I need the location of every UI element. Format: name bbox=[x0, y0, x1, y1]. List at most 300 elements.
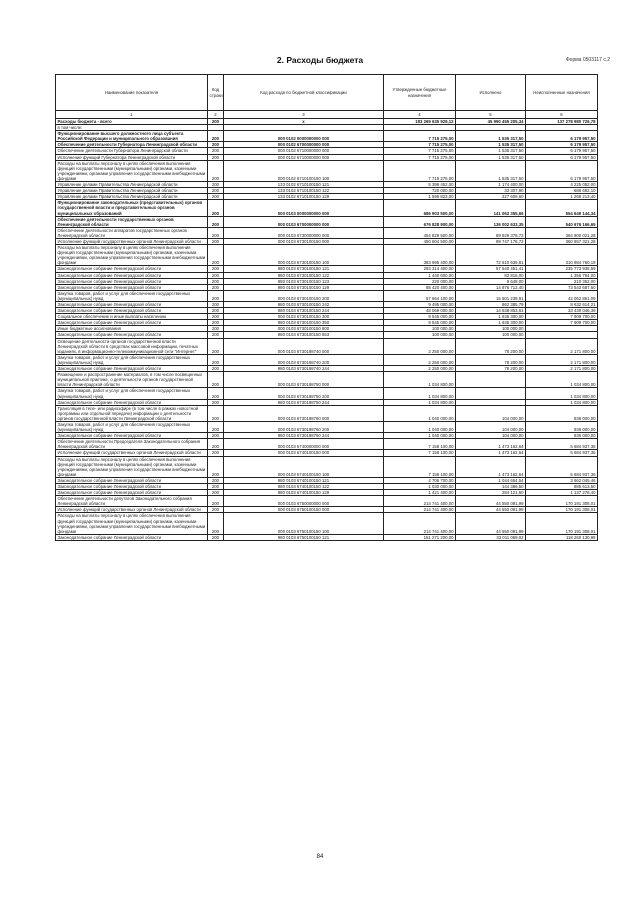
row-approved-cell: 7 715 275,00 bbox=[384, 154, 456, 160]
table-header-row bbox=[56, 75, 598, 111]
column-number: 4 bbox=[384, 111, 456, 119]
row-executed-cell: 33 307,90 bbox=[456, 188, 526, 194]
table-row bbox=[56, 238, 598, 244]
row-name-cell: Законодательное собрание Ленинградской области bbox=[56, 366, 208, 372]
row-name-cell: Законодательное собрание Ленинградской области bbox=[56, 266, 208, 272]
row-not-executed-cell: 2 171 800,00 bbox=[526, 338, 598, 354]
row-line-code-cell: 200 bbox=[208, 534, 224, 540]
row-approved-cell: 7 715 275,00 bbox=[384, 160, 456, 181]
row-name-cell: Функционирование законодательных (представительных) органов государственной власти и представительных органов муниципальных образований bbox=[56, 200, 208, 216]
row-line-code-cell: 200 bbox=[208, 490, 224, 496]
row-executed-cell: 100 000,00 bbox=[456, 326, 526, 332]
row-not-executed-cell: 360 857 321,28 bbox=[526, 238, 598, 244]
row-line-code-cell: 200 bbox=[208, 160, 224, 181]
column-header-line-code: Код строки bbox=[208, 75, 224, 111]
row-name-cell: Управление делами Правительства Ленинградской области bbox=[56, 188, 208, 194]
table-row bbox=[56, 308, 598, 314]
column-header-class-code: Код расхода по бюджетной классификации bbox=[224, 75, 384, 111]
table-row bbox=[56, 490, 598, 496]
row-class-code-cell: 000 0103 6700000000 000 bbox=[224, 216, 384, 227]
row-line-code-cell: 200 bbox=[208, 188, 224, 194]
row-class-code-cell: 000 0103 6730198750 000 bbox=[224, 372, 384, 388]
column-header-not-executed: Неисполненные назначения bbox=[526, 75, 598, 111]
row-executed-cell: 57 540 451,41 bbox=[456, 266, 526, 272]
row-executed-cell: 104 000,00 bbox=[456, 421, 526, 432]
row-name-cell: Законодательное собрание Ленинградской области bbox=[56, 284, 208, 290]
row-class-code-cell: 980 0103 6730100150 123 bbox=[224, 278, 384, 284]
row-executed-cell: 15 501 238,91 bbox=[456, 290, 526, 301]
row-line-code-cell: 200 bbox=[208, 266, 224, 272]
row-line-code-cell: 200 bbox=[208, 308, 224, 314]
row-line-code-cell: 200 bbox=[208, 148, 224, 154]
row-class-code-cell: 000 0103 6730100150 800 bbox=[224, 326, 384, 332]
row-approved-cell: 88 420 400,00 bbox=[384, 284, 456, 290]
row-executed-cell: 1 535 317,50 bbox=[456, 154, 526, 160]
row-class-code-cell: 000 0103 6740000000 000 bbox=[224, 439, 384, 450]
row-executed-cell bbox=[456, 372, 526, 388]
row-line-code-cell: 200 bbox=[208, 450, 224, 456]
row-approved-cell: 183 269 635 929,12 bbox=[384, 119, 456, 125]
row-not-executed-cell: 6 179 957,50 bbox=[526, 131, 598, 142]
row-line-code-cell: 200 bbox=[208, 399, 224, 405]
table-row bbox=[56, 421, 598, 432]
table-row bbox=[56, 182, 598, 188]
row-line-code-cell: 200 bbox=[208, 131, 224, 142]
row-approved-cell: 9 495 000,00 bbox=[384, 302, 456, 308]
row-name-cell: Закупка товаров, работ и услуг для обеспечения государственных (муниципальных) нужд bbox=[56, 421, 208, 432]
row-class-code-cell: 000 0103 6740100150 100 bbox=[224, 456, 384, 477]
row-approved-cell: 7 158 100,00 bbox=[384, 456, 456, 477]
row-approved-cell: 2 250 000,00 bbox=[384, 366, 456, 372]
row-executed-cell: 78 200,00 bbox=[456, 366, 526, 372]
table-row bbox=[56, 160, 598, 181]
row-approved-cell: 7 715 275,00 bbox=[384, 148, 456, 154]
table-row bbox=[56, 354, 598, 365]
row-class-code-cell: 133 0102 6710100150 121 bbox=[224, 182, 384, 188]
row-class-code-cell: 980 0103 6730198750 244 bbox=[224, 399, 384, 405]
row-not-executed-cell: 42 062 861,09 bbox=[526, 290, 598, 301]
row-name-cell: Размещение и распространение материалов, в том числе посвященных муниципальной практике, о деятельности органов государственной власти Ленинградской области bbox=[56, 372, 208, 388]
row-class-code-cell: x bbox=[224, 119, 384, 125]
row-name-cell: Законодательное собрание Ленинградской области bbox=[56, 302, 208, 308]
row-executed-cell: 1 635 300,00 bbox=[456, 314, 526, 320]
row-executed-cell: 44 550 091,99 bbox=[456, 513, 526, 534]
row-approved-cell: 293 314 400,00 bbox=[384, 266, 456, 272]
row-executed-cell: 862 385,79 bbox=[456, 302, 526, 308]
row-approved-cell: 1 040 000,00 bbox=[384, 421, 456, 432]
row-approved-cell: 454 829 500,00 bbox=[384, 227, 456, 238]
row-name-cell: Обеспечение деятельности депутатов Законодательного собрания Ленинградской области bbox=[56, 496, 208, 507]
row-class-code-cell: 980 0103 6730100150 242 bbox=[224, 302, 384, 308]
row-line-code-cell: 200 bbox=[208, 332, 224, 338]
row-line-code-cell: 200 bbox=[208, 227, 224, 238]
row-approved-cell: 9 545 000,00 bbox=[384, 320, 456, 326]
row-not-executed-cell: 5 684 937,36 bbox=[526, 450, 598, 456]
row-line-code-cell: 200 bbox=[208, 278, 224, 284]
row-name-cell: Закупка товаров, работ и услуг для обеспечения государственных (муниципальных) нужд bbox=[56, 354, 208, 365]
row-line-code-cell: 200 bbox=[208, 272, 224, 278]
table-row bbox=[56, 148, 598, 154]
row-executed-cell bbox=[456, 388, 526, 399]
table-row bbox=[56, 366, 598, 372]
row-class-code-cell: 000 0103 6730198760 200 bbox=[224, 421, 384, 432]
table-row bbox=[56, 456, 598, 477]
row-executed-cell: 72 510 639,81 bbox=[456, 245, 526, 266]
column-header-approved: Утвержденные бюджетные назначения bbox=[384, 75, 456, 111]
row-not-executed-cell: 118 260 130,98 bbox=[526, 534, 598, 540]
row-executed-cell: 14 876 712,40 bbox=[456, 284, 526, 290]
row-line-code-cell: 200 bbox=[208, 142, 224, 148]
row-executed-cell: 44 550 091,99 bbox=[456, 507, 526, 513]
column-header-name: Наименование показателя bbox=[56, 75, 208, 111]
table-row bbox=[56, 513, 598, 534]
row-not-executed-cell: 1 034 800,00 bbox=[526, 399, 598, 405]
row-class-code-cell: 980 0103 6730198740 244 bbox=[224, 366, 384, 372]
table-row bbox=[56, 278, 598, 284]
row-class-code-cell: 000 0102 6700000000 000 bbox=[224, 142, 384, 148]
row-line-code-cell: 200 bbox=[208, 366, 224, 372]
row-approved-cell: 686 903 500,00 bbox=[384, 200, 456, 216]
row-executed-cell: 14 638 853,61 bbox=[456, 308, 526, 314]
column-number: 5 bbox=[456, 111, 526, 119]
row-name-cell: Исполнение функций государственных органов Ленинградской области bbox=[56, 507, 208, 513]
row-executed-cell: 1 535 317,50 bbox=[456, 131, 526, 142]
row-class-code-cell: 980 0103 6730100150 122 bbox=[224, 272, 384, 278]
row-approved-cell: 1 421 400,00 bbox=[384, 490, 456, 496]
row-not-executed-cell: 686 692,10 bbox=[526, 188, 598, 194]
row-executed-cell: 327 609,60 bbox=[456, 194, 526, 200]
row-executed-cell: 9 648,00 bbox=[456, 278, 526, 284]
row-executed-cell: 83 816,00 bbox=[456, 272, 526, 278]
row-name-cell: в том числе: bbox=[56, 125, 208, 131]
row-not-executed-cell: 170 191 308,01 bbox=[526, 496, 598, 507]
row-name-cell: Обеспечение деятельности Губернатора Ленинградской области bbox=[56, 148, 208, 154]
row-class-code-cell: 000 0103 6740100150 000 bbox=[224, 450, 384, 456]
row-class-code-cell: 133 0102 6710100150 129 bbox=[224, 194, 384, 200]
row-approved-cell: 214 741 400,00 bbox=[384, 507, 456, 513]
row-name-cell: Расходы на выплаты персоналу в целях обеспечения выполнения функций государственными (муниципальными) органами, казенными учреждениями, органами управления государственными внебюджетными фондами bbox=[56, 245, 208, 266]
row-executed-cell: 44 550 091,99 bbox=[456, 496, 526, 507]
row-executed-cell: 284 121,60 bbox=[456, 490, 526, 496]
table-row bbox=[56, 433, 598, 439]
row-line-code-cell: 200 bbox=[208, 119, 224, 125]
row-executed-cell: 89 747 178,72 bbox=[456, 238, 526, 244]
row-approved-cell: 100 000,00 bbox=[384, 326, 456, 332]
row-name-cell: Законодательное собрание Ленинградской области bbox=[56, 272, 208, 278]
row-line-code-cell: 200 bbox=[208, 302, 224, 308]
row-class-code-cell: 980 0103 6730100150 853 bbox=[224, 332, 384, 338]
row-not-executed-cell: 1 356 784,00 bbox=[526, 272, 598, 278]
row-class-code-cell: 980 0103 6730198760 244 bbox=[224, 433, 384, 439]
row-approved-cell: 48 069 000,00 bbox=[384, 308, 456, 314]
row-not-executed-cell: 170 191 308,01 bbox=[526, 513, 598, 534]
table-row bbox=[56, 332, 598, 338]
row-executed-cell: 1 535 317,50 bbox=[456, 160, 526, 181]
column-number-row bbox=[56, 111, 598, 119]
page-number: 84 bbox=[316, 854, 324, 860]
row-approved-cell: 214 741 400,00 bbox=[384, 513, 456, 534]
row-class-code-cell: 980 0103 6740100150 122 bbox=[224, 484, 384, 490]
row-name-cell: Законодательное собрание Ленинградской области bbox=[56, 332, 208, 338]
row-name-cell: Обеспечение деятельности аппаратов государственных органов Ленинградской области bbox=[56, 227, 208, 238]
budget-expenditure-table bbox=[55, 74, 598, 541]
row-class-code-cell: 980 0103 6740100150 121 bbox=[224, 477, 384, 483]
row-name-cell: Расходы на выплаты персоналу в целях обеспечения выполнения функций государственными (муниципальными) органами, казенными учреждениями, органами управления государственными внебюджетными фондами bbox=[56, 513, 208, 534]
row-executed-cell: 1 473 162,64 bbox=[456, 439, 526, 450]
row-executed-cell: 144 386,50 bbox=[456, 484, 526, 490]
row-class-code-cell: 980 0103 6730100150 121 bbox=[224, 266, 384, 272]
row-line-code-cell: 200 bbox=[208, 284, 224, 290]
row-name-cell: Исполнение функций государственных органов Ленинградской области bbox=[56, 450, 208, 456]
table-row bbox=[56, 200, 598, 216]
row-line-code-cell: 200 bbox=[208, 216, 224, 227]
row-line-code-cell: 200 bbox=[208, 421, 224, 432]
row-name-cell: Законодательное собрание Ленинградской области bbox=[56, 399, 208, 405]
row-approved-cell: 151 271 200,00 bbox=[384, 534, 456, 540]
column-number: 3 bbox=[224, 111, 384, 119]
row-line-code-cell: 200 bbox=[208, 484, 224, 490]
row-name-cell: Расходы на выплаты персоналу в целях обеспечения выполнения функций государственными (муниципальными) органами, казенными учреждениями, органами управления государственными внебюджетными фондами bbox=[56, 456, 208, 477]
row-approved-cell: 2 250 000,00 bbox=[384, 338, 456, 354]
row-line-code-cell: 200 bbox=[208, 456, 224, 477]
row-executed-cell: 78 200,00 bbox=[456, 354, 526, 365]
table-row bbox=[56, 405, 598, 421]
table-row bbox=[56, 507, 598, 513]
row-approved-cell: 7 158 100,00 bbox=[384, 450, 456, 456]
row-class-code-cell: 000 0103 6730100150 300 bbox=[224, 314, 384, 320]
row-class-code-cell: 000 0103 6750000000 000 bbox=[224, 496, 384, 507]
row-not-executed-cell: 3 662 045,46 bbox=[526, 477, 598, 483]
row-not-executed-cell: 1 268 213,40 bbox=[526, 194, 598, 200]
row-name-cell: Расходы бюджета - всего bbox=[56, 119, 208, 125]
row-class-code-cell: 000 0103 6750100150 000 bbox=[224, 507, 384, 513]
row-name-cell: Функционирование высшего должностного лица субъекта Российской Федерации и муниципального образования bbox=[56, 131, 208, 142]
row-name-cell: Управление делами Правительства Ленинградской области bbox=[56, 194, 208, 200]
row-name-cell: Законодательное собрание Ленинградской области bbox=[56, 278, 208, 284]
row-not-executed-cell: 540 676 166,65 bbox=[526, 216, 598, 227]
table-row bbox=[56, 450, 598, 456]
row-name-cell: Законодательное собрание Ленинградской области bbox=[56, 477, 208, 483]
row-name-cell: Обеспечение деятельности Председателя Законодательного собрания Ленинградской области bbox=[56, 439, 208, 450]
row-approved-cell: 1 440 600,00 bbox=[384, 272, 456, 278]
row-class-code-cell: 980 0103 6730100150 350 bbox=[224, 320, 384, 326]
row-approved-cell: 1 034 800,00 bbox=[384, 399, 456, 405]
row-line-code-cell: 200 bbox=[208, 372, 224, 388]
table-row bbox=[56, 194, 598, 200]
row-not-executed-cell: 170 191 308,01 bbox=[526, 507, 598, 513]
row-not-executed-cell: 210 352,00 bbox=[526, 278, 598, 284]
row-executed-cell: 136 002 633,35 bbox=[456, 216, 526, 227]
row-line-code-cell: 200 bbox=[208, 513, 224, 534]
row-executed-cell: 1 044 654,54 bbox=[456, 477, 526, 483]
row-approved-cell: 720 000,00 bbox=[384, 188, 456, 194]
row-approved-cell: 1 030 000,00 bbox=[384, 484, 456, 490]
row-class-code-cell: 000 0103 6730198740 200 bbox=[224, 354, 384, 365]
table-row bbox=[56, 372, 598, 388]
row-name-cell: Законодательное собрание Ленинградской области bbox=[56, 534, 208, 540]
row-approved-cell: 1 034 800,00 bbox=[384, 388, 456, 399]
row-executed-cell: 89 929 378,72 bbox=[456, 227, 526, 238]
row-approved-cell: 7 715 275,00 bbox=[384, 142, 456, 148]
row-line-code-cell: 200 bbox=[208, 182, 224, 188]
row-not-executed-cell: 936 000,00 bbox=[526, 405, 598, 421]
row-executed-cell: 141 063 355,66 bbox=[456, 200, 526, 216]
row-approved-cell: 100 000,00 bbox=[384, 332, 456, 338]
row-class-code-cell: 000 0103 6730000000 000 bbox=[224, 227, 384, 238]
row-name-cell: Управление делами Правительства Ленинградской области bbox=[56, 182, 208, 188]
row-not-executed-cell: 310 984 760,19 bbox=[526, 245, 598, 266]
row-approved-cell: 1 040 000,00 bbox=[384, 433, 456, 439]
row-executed-cell: 1 535 317,50 bbox=[456, 142, 526, 148]
table-row bbox=[56, 290, 598, 301]
row-class-code-cell: 000 0103 6730100150 000 bbox=[224, 238, 384, 244]
row-class-code-cell: 000 0103 6730100150 100 bbox=[224, 245, 384, 266]
table-row bbox=[56, 439, 598, 450]
row-not-executed-cell: 7 909 700,00 bbox=[526, 320, 598, 326]
table-row bbox=[56, 320, 598, 326]
table-row bbox=[56, 496, 598, 507]
row-line-code-cell: 200 bbox=[208, 326, 224, 332]
row-class-code-cell: 000 0103 6730198760 000 bbox=[224, 405, 384, 421]
row-name-cell: Законодательное собрание Ленинградской области bbox=[56, 490, 208, 496]
row-class-code-cell: 980 0103 6730100150 129 bbox=[224, 284, 384, 290]
row-line-code-cell: 200 bbox=[208, 338, 224, 354]
row-executed-cell: 78 200,00 bbox=[456, 338, 526, 354]
row-approved-cell: 57 664 100,00 bbox=[384, 290, 456, 301]
row-line-code-cell: 200 bbox=[208, 238, 224, 244]
row-approved-cell: 676 828 900,00 bbox=[384, 216, 456, 227]
row-name-cell: Закупка товаров, работ и услуг для обеспечения государственных (муниципальных) нужд bbox=[56, 388, 208, 399]
row-name-cell: Законодательное собрание Ленинградской области bbox=[56, 484, 208, 490]
row-approved-cell: 1 595 823,00 bbox=[384, 194, 456, 200]
row-line-code-cell: 200 bbox=[208, 433, 224, 439]
page-title: 2. Расходы бюджета bbox=[276, 55, 364, 65]
row-not-executed-cell: 6 179 957,50 bbox=[526, 142, 598, 148]
row-not-executed-cell: 33 430 046,39 bbox=[526, 308, 598, 314]
row-approved-cell: 5 399 452,00 bbox=[384, 182, 456, 188]
row-executed-cell: 104 000,00 bbox=[456, 405, 526, 421]
row-not-executed-cell: 1 034 800,00 bbox=[526, 388, 598, 399]
column-number: 2 bbox=[208, 111, 224, 119]
table-row bbox=[56, 338, 598, 354]
row-name-cell: Законодательное собрание Ленинградской области bbox=[56, 320, 208, 326]
row-line-code-cell: 200 bbox=[208, 290, 224, 301]
row-approved-cell: 1 040 000,00 bbox=[384, 405, 456, 421]
table-row bbox=[56, 534, 598, 540]
table-row bbox=[56, 188, 598, 194]
row-executed-cell: 100 000,00 bbox=[456, 332, 526, 338]
table-row bbox=[56, 314, 598, 320]
row-not-executed-cell: 8 632 614,21 bbox=[526, 302, 598, 308]
row-name-cell: Законодательное собрание Ленинградской области bbox=[56, 433, 208, 439]
row-not-executed-cell: 554 649 144,34 bbox=[526, 200, 598, 216]
row-line-code-cell: 200 bbox=[208, 245, 224, 266]
row-approved-cell: 383 995 400,00 bbox=[384, 245, 456, 266]
row-not-executed-cell: 936 000,00 bbox=[526, 421, 598, 432]
row-name-cell: Социальное обеспечение и иные выплаты населению bbox=[56, 314, 208, 320]
row-executed-cell: 1 635 300,00 bbox=[456, 320, 526, 326]
row-not-executed-cell: 1 034 800,00 bbox=[526, 372, 598, 388]
row-line-code-cell: 200 bbox=[208, 477, 224, 483]
row-class-code-cell: 000 0103 6730198740 000 bbox=[224, 338, 384, 354]
table-row bbox=[56, 388, 598, 399]
row-executed-cell: 104 000,00 bbox=[456, 433, 526, 439]
row-not-executed-cell: 235 773 938,59 bbox=[526, 266, 598, 272]
row-executed-cell: 45 990 455 205,34 bbox=[456, 119, 526, 125]
column-number: 1 bbox=[56, 111, 208, 119]
row-name-cell: Обеспечение деятельности государственных органов Ленинградской области bbox=[56, 216, 208, 227]
row-class-code-cell: 000 0103 0000000000 000 bbox=[224, 200, 384, 216]
row-approved-cell: 1 034 800,00 bbox=[384, 372, 456, 388]
row-not-executed-cell: 885 613,50 bbox=[526, 484, 598, 490]
row-not-executed-cell: 2 171 800,00 bbox=[526, 366, 598, 372]
row-approved-cell: 7 715 275,00 bbox=[384, 131, 456, 142]
table-row bbox=[56, 484, 598, 490]
row-approved-cell: 9 545 000,00 bbox=[384, 314, 456, 320]
table-row bbox=[56, 272, 598, 278]
row-not-executed-cell: 2 171 800,00 bbox=[526, 354, 598, 365]
table-row bbox=[56, 266, 598, 272]
row-line-code-cell: 200 bbox=[208, 388, 224, 399]
row-approved-cell: 450 604 500,00 bbox=[384, 238, 456, 244]
table-row bbox=[56, 245, 598, 266]
row-line-code-cell: 200 bbox=[208, 194, 224, 200]
table-row bbox=[56, 227, 598, 238]
row-name-cell: Исполнение функций Губернатора Ленинградской области bbox=[56, 154, 208, 160]
row-name-cell: Законодательное собрание Ленинградской области bbox=[56, 308, 208, 314]
row-name-cell: Освещение деятельности органов государственной власти Ленинградской области в средствах массовой информации, печатных изданиях, в информационно-телекоммуникационной сети "Интернет" bbox=[56, 338, 208, 354]
row-executed-cell: 1 174 400,00 bbox=[456, 182, 526, 188]
row-not-executed-cell: 6 179 957,50 bbox=[526, 160, 598, 181]
row-approved-cell: 7 158 100,00 bbox=[384, 439, 456, 450]
column-header-executed: Исполнено bbox=[456, 75, 526, 111]
row-line-code-cell: 200 bbox=[208, 154, 224, 160]
row-line-code-cell: 200 bbox=[208, 320, 224, 326]
form-code: Форма 0503117 с.2 bbox=[565, 57, 610, 63]
row-executed-cell: 1 473 162,64 bbox=[456, 456, 526, 477]
row-not-executed-cell: 6 179 957,50 bbox=[526, 148, 598, 154]
row-executed-cell: 1 473 162,64 bbox=[456, 450, 526, 456]
row-class-code-cell: 980 0103 6740100150 129 bbox=[224, 490, 384, 496]
row-line-code-cell: 200 bbox=[208, 405, 224, 421]
row-name-cell: Трансляция в теле- или радиоэфире (в том числе в рамках новостной программы или отдельной передачи) информации о деятельности органов государственной власти Ленинградской области bbox=[56, 405, 208, 421]
row-approved-cell: 214 741 400,00 bbox=[384, 496, 456, 507]
row-class-code-cell: 980 0103 6730100150 244 bbox=[224, 308, 384, 314]
row-line-code-cell: 200 bbox=[208, 507, 224, 513]
row-not-executed-cell: 364 900 021,28 bbox=[526, 227, 598, 238]
row-not-executed-cell: 4 225 052,00 bbox=[526, 182, 598, 188]
table-row bbox=[56, 477, 598, 483]
table-row bbox=[56, 131, 598, 142]
row-class-code-cell: 000 0103 6750100150 100 bbox=[224, 513, 384, 534]
row-line-code-cell: 200 bbox=[208, 439, 224, 450]
table-row bbox=[56, 284, 598, 290]
row-executed-cell: 1 535 317,50 bbox=[456, 148, 526, 154]
row-class-code-cell: 000 0102 6710100150 100 bbox=[224, 160, 384, 181]
row-line-code-cell: 200 bbox=[208, 314, 224, 320]
row-approved-cell: 220 000,00 bbox=[384, 278, 456, 284]
row-class-code-cell: 133 0102 6710100150 122 bbox=[224, 188, 384, 194]
table-body bbox=[56, 119, 598, 541]
row-name-cell: Закупка товаров, работ и услуг для обеспечения государственных (муниципальных) нужд bbox=[56, 290, 208, 301]
row-class-code-cell: 000 0103 6730198750 200 bbox=[224, 388, 384, 399]
row-name-cell: Расходы на выплаты персоналу в целях обеспечения выполнения функций государственными (муниципальными) органами, казенными учреждениями, органами управления государственными внебюджетными фондами bbox=[56, 160, 208, 181]
row-not-executed-cell: 5 684 937,36 bbox=[526, 456, 598, 477]
row-executed-cell: 33 011 069,02 bbox=[456, 534, 526, 540]
row-class-code-cell: 980 0103 6750100150 121 bbox=[224, 534, 384, 540]
row-not-executed-cell: 6 179 957,50 bbox=[526, 154, 598, 160]
row-not-executed-cell: 73 543 687,60 bbox=[526, 284, 598, 290]
